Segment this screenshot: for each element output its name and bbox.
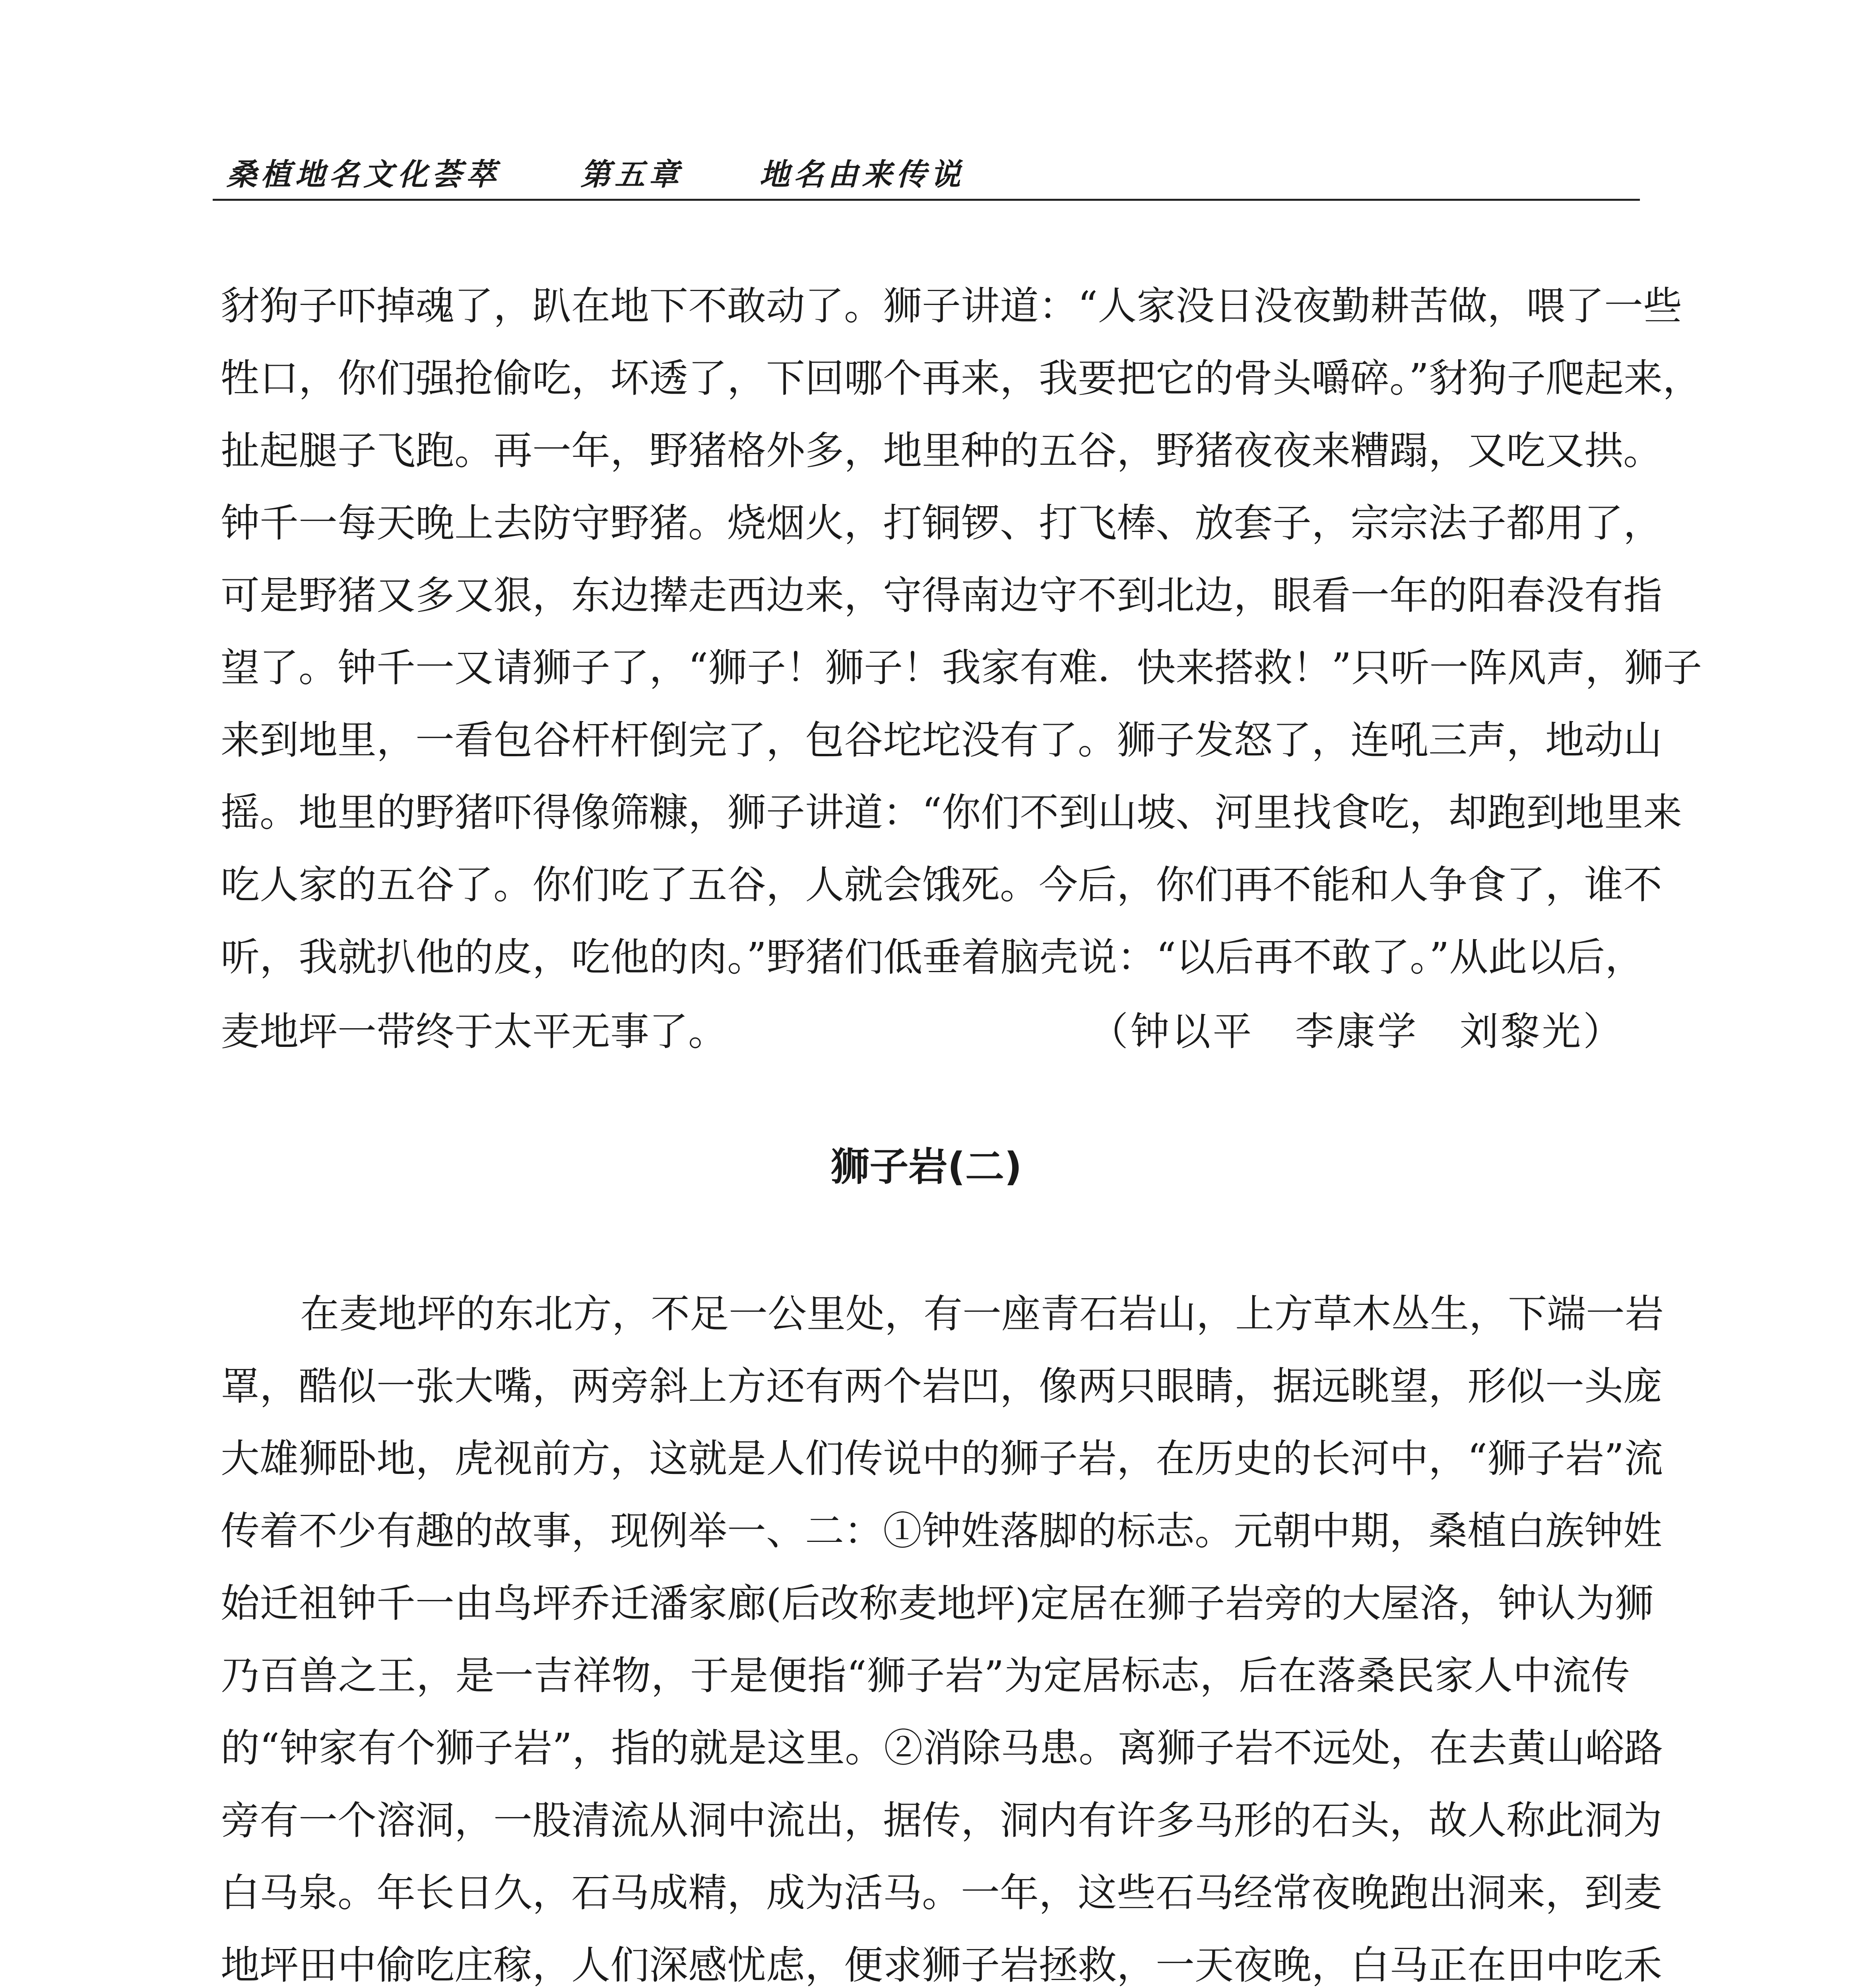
- text-line: 牲口，你们强抢偷吃，坏透了，下回哪个再来，我要把它的骨头嚼碎。”豺狗子爬起来，: [221, 356, 1702, 401]
- text-line: 扯起腿子飞跑。再一年，野猪格外多，地里种的五谷，野猪夜夜来糟蹋，又吃又拱。: [221, 428, 1663, 474]
- text-line: 的“钟家有个狮子岩”，指的就是这里。②消除马患。离狮子岩不远处，在去黄山峪路: [221, 1726, 1663, 1771]
- header-book-title: 桑植地名文化荟萃: [227, 157, 500, 192]
- text-line: 钟千一每天晚上去防守野猪。烧烟火，打铜锣、打飞棒、放套子，宗宗法子都用了，: [221, 501, 1663, 546]
- text-line: 白马泉。年长日久，石马成精，成为活马。一年，这些石马经常夜晚跑出洞来，到麦: [221, 1870, 1663, 1916]
- text-line: 大雄狮卧地，虎视前方，这就是人们传说中的狮子岩，在历史的长河中，“狮子岩”流: [221, 1436, 1663, 1481]
- text-line: 乃百兽之王，是一吉祥物，于是便指“狮子岩”为定居标志，后在落桑民家人中流传: [221, 1653, 1630, 1699]
- text-line: 麦地坪一带终于太平无事了。: [221, 1009, 728, 1054]
- text-line: 始迁祖钟千一由鸟坪乔迁潘家廊(后改称麦地坪)定居在狮子岩旁的大屋洛，钟认为狮: [221, 1581, 1654, 1626]
- text-line: 罩，酷似一张大嘴，两旁斜上方还有两个岩凹，像两只眼睛，据远眺望，形似一头庞: [221, 1364, 1663, 1409]
- text-line: 地坪田中偷吃庄稼，人们深感忧虑，便求狮子岩拯救，一天夜晚，白马正在田中吃禾: [221, 1943, 1663, 1988]
- text-line: 摇。地里的野猪吓得像筛糠，狮子讲道：“你们不到山坡、河里找食吃，却跑到地里来: [221, 790, 1682, 835]
- text-line: 来到地里，一看包谷杆杆倒完了，包谷坨坨没有了。狮子发怒了，连吼三声，地动山: [221, 718, 1663, 763]
- text-line: 可是野猪又多又狠，东边撵走西边来，守得南边守不到北边，眼看一年的阳春没有指: [221, 573, 1663, 618]
- text-line: 在麦地坪的东北方，不足一公里处，有一座青石岩山，上方草木丛生，下端一岩: [300, 1291, 1664, 1337]
- header-chapter: 第五章: [580, 157, 683, 192]
- text-line: 旁有一个溶洞，一股清流从洞中流出，据传，洞内有许多马形的石头，故人称此洞为: [221, 1798, 1663, 1843]
- text-line: 豺狗子吓掉魂了，趴在地下不敢动了。狮子讲道：“人家没日没夜勤耕苦做，喂了一些: [221, 283, 1682, 329]
- text-line: 听，我就扒他的皮，吃他的肉。”野猪们低垂着脑壳说：“以后再不敢了。”从此以后，: [221, 935, 1644, 980]
- text-line: 吃人家的五谷了。你们吃了五谷，人就会饿死。今后，你们再不能和人争食了，谁不: [221, 862, 1663, 908]
- author-credits: （钟以平 李康学 刘黎光）: [1089, 1009, 1622, 1054]
- section-title: 狮子岩(二): [830, 1144, 1022, 1190]
- header-section: 地名由来传说: [759, 157, 964, 192]
- text-line: 望了。钟千一又请狮子了，“狮子！狮子！我家有难．快来搭救！”只听一阵风声，狮子: [221, 645, 1702, 691]
- text-line: 传着不少有趣的故事，现例举一、二：①钟姓落脚的标志。元朝中期，桑植白族钟姓: [221, 1508, 1663, 1554]
- running-header: [213, 131, 1640, 201]
